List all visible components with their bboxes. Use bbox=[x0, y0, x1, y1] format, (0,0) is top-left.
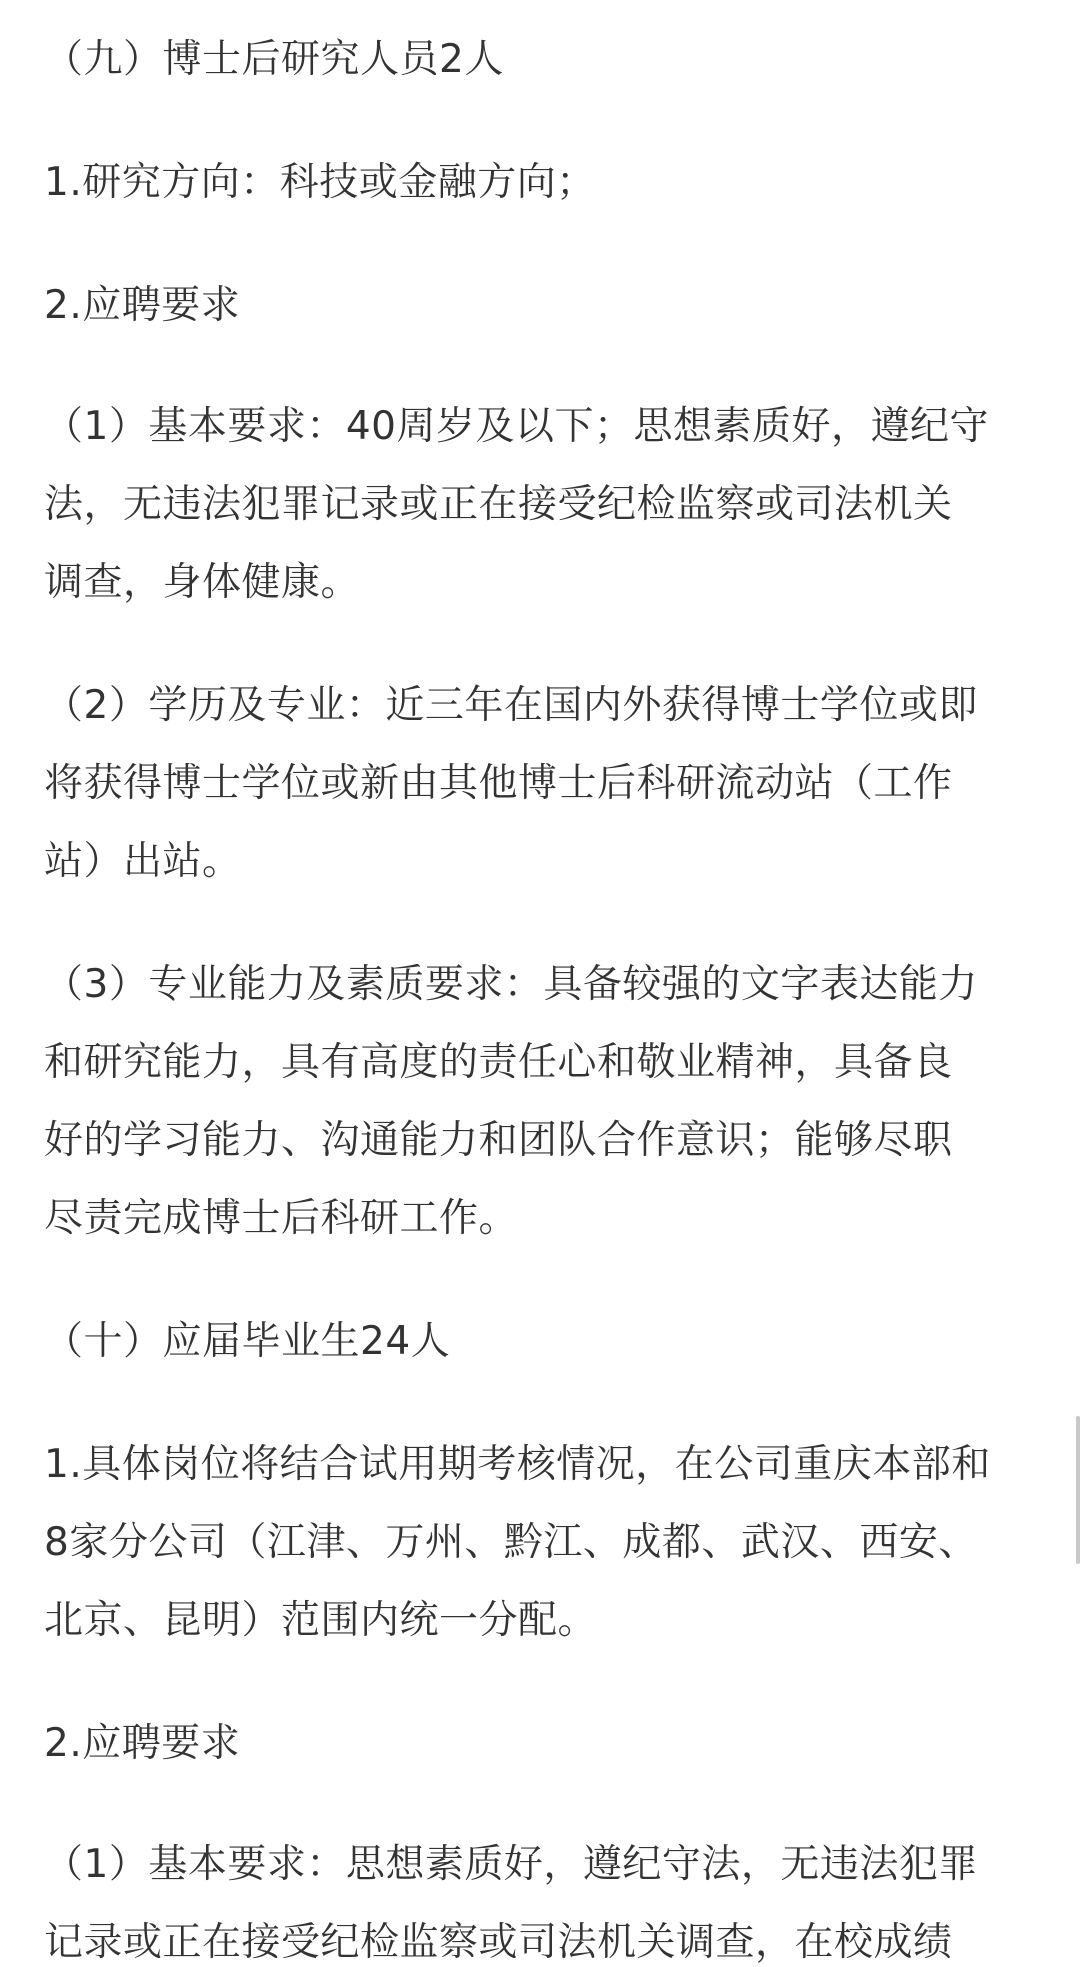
education-line-1: （2）学历及专业：近三年在国内外获得博士学位或即 bbox=[44, 683, 978, 728]
section-heading-graduates: （十）应届毕业生24人 bbox=[44, 1319, 451, 1364]
section-heading-postdoc: （九）博士后研究人员2人 bbox=[44, 37, 504, 82]
ability-line-2: 和研究能力，具有高度的责任心和敬业精神，具备良 bbox=[44, 1040, 953, 1085]
assignment-line-3: 北京、昆明）范围内统一分配。 bbox=[44, 1598, 598, 1643]
basic-requirements-line-2: 法，无违法犯罪记录或正在接受纪检监察或司法机关 bbox=[44, 482, 953, 527]
requirements-heading: 2.应聘要求 bbox=[44, 283, 241, 328]
education-line-3: 站）出站。 bbox=[44, 839, 242, 884]
graduate-basic-line-2: 记录或正在接受纪检监察或司法机关调查，在校成绩 bbox=[44, 1920, 953, 1965]
ability-line-1: （3）专业能力及素质要求：具备较强的文字表达能力 bbox=[44, 962, 978, 1007]
basic-requirements-line-1: （1）基本要求：40周岁及以下；思想素质好，遵纪守 bbox=[44, 404, 989, 449]
vertical-scrollbar[interactable] bbox=[1076, 1416, 1080, 1564]
requirements-heading-2: 2.应聘要求 bbox=[44, 1721, 241, 1766]
basic-requirements-line-3: 调查，身体健康。 bbox=[44, 560, 361, 605]
graduate-basic-line-1: （1）基本要求：思想素质好，遵纪守法，无违法犯罪 bbox=[44, 1842, 978, 1887]
assignment-line-1: 1.具体岗位将结合试用期考核情况，在公司重庆本部和 bbox=[44, 1442, 991, 1487]
ability-line-3: 好的学习能力、沟通能力和团队合作意识；能够尽职 bbox=[44, 1118, 953, 1163]
education-line-2: 将获得博士学位或新由其他博士后科研流动站（工作 bbox=[44, 761, 953, 806]
research-direction: 1.研究方向：科技或金融方向； bbox=[44, 160, 596, 205]
assignment-line-2: 8家分公司（江津、万州、黔江、成都、武汉、西安、 bbox=[44, 1520, 978, 1565]
ability-line-4: 尽责完成博士后科研工作。 bbox=[44, 1196, 519, 1241]
